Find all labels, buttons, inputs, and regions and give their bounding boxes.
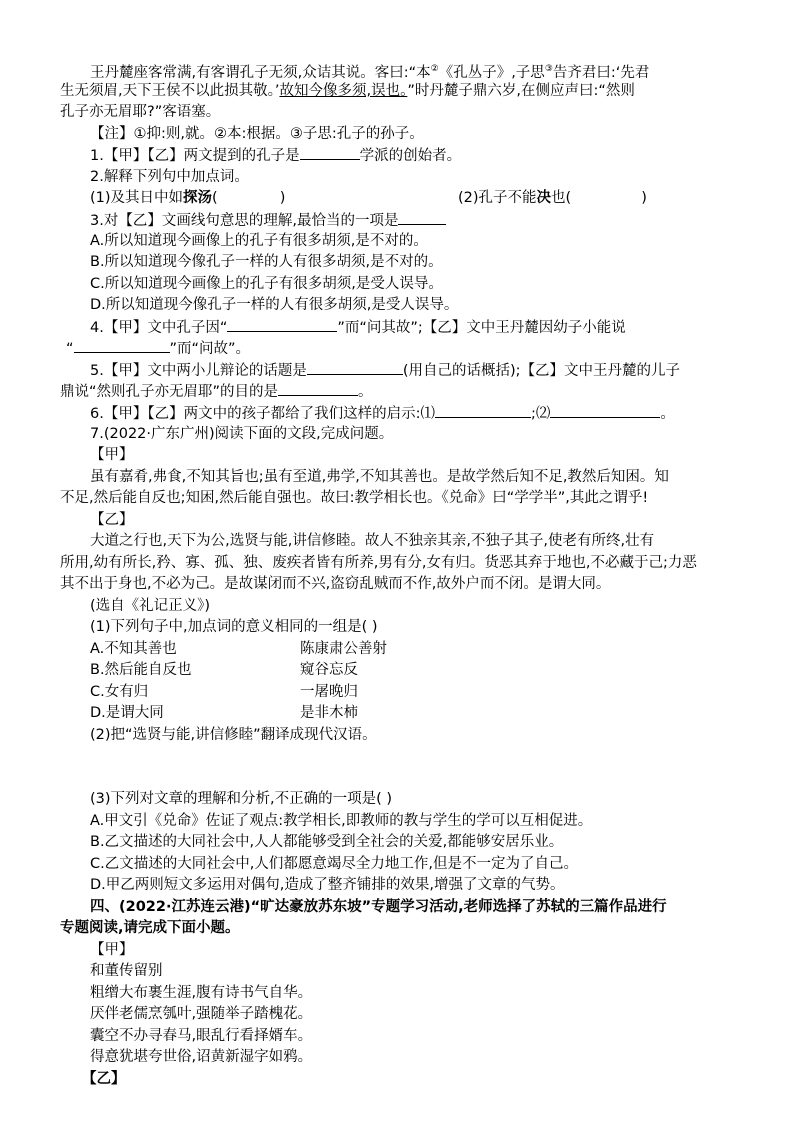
q7-1-option-a-right: 陈康肃公善射 — [300, 641, 387, 657]
q7-1-option-b: B.然后能自反也 — [90, 662, 192, 678]
question-3-option-b: B.所以知道现今像孔子一样的人有很多胡须,是不对的。 — [90, 254, 443, 270]
question-4-cont: “ ”而“问故”。 — [66, 338, 250, 360]
passage-b-line-1: 王丹麓座客常满,有客谓孔子无须,众诘其说。客曰:“本②《孔丛子》,子思③告齐君曰:‘先君 — [90, 64, 650, 81]
yi-line-1: 大道之行也,天下为公,选贤与能,讲信修睦。故人不独亲其亲,不独子其子,使老有所终,壮有 — [90, 533, 655, 549]
q7-1-option-c: C.女有归 — [90, 684, 149, 700]
question-3-option-c: C.所以知道现今画像上的孔子有很多胡须,是受人误导。 — [90, 276, 443, 292]
underlined-sentence: 故知今像多须,误也。 — [279, 83, 408, 99]
question-3-option-d: D.所以知道现今像孔子一样的人有很多胡须,是受人误导。 — [90, 297, 459, 313]
question-3: 3.对【乙】文画线句意思的理解,最恰当的一项是 — [90, 210, 446, 232]
question-7-3: (3)下列对文章的理解和分析,不正确的一项是( ) — [90, 791, 393, 807]
question-3-option-a: A.所以知道现今画像上的孔子有很多胡须,是不对的。 — [90, 233, 428, 249]
jia-line-1: 虽有嘉肴,弗食,不知其旨也;虽有至道,弗学,不知其善也。是故学然后知不足,教然后知困。知 — [90, 469, 669, 485]
q7-3-option-c: C.乙文描述的大同社会中,人们都愿意竭尽全力地工作,但是不一定为了自己。 — [90, 856, 578, 872]
yi-line-2: 所用,幼有所长,矜、寡、孤、独、废疾者皆有所养,男有分,女有归。货恶其弃于地也,不必藏于己;力恶 — [60, 555, 697, 571]
note: 【注】①抑:则,就。②本:根据。③子思:孔子的孙子。 — [90, 126, 424, 142]
poem-line-1: 粗缯大布裹生涯,腹有诗书气自华。 — [90, 985, 313, 1001]
question-5: 5.【甲】文中两小儿辩论的话题是 (用自己的话概括);【乙】文中王丹麓的儿子 — [90, 360, 680, 382]
q7-1-option-d-right: 是非木柿 — [300, 705, 358, 721]
q7-3-option-b: B.乙文描述的大同社会中,人人都能够受到全社会的关爱,都能够安居乐业。 — [90, 834, 564, 850]
jia-line-2: 不足,然后能自反也;知困,然后能自强也。故曰:教学相长也。《兑命》曰“学学半”,其此之谓乎! — [60, 490, 649, 506]
q7-1-option-d: D.是谓大同 — [90, 705, 164, 721]
poem-line-3: 囊空不办寻春马,眼乱行看择婿车。 — [90, 1028, 313, 1044]
section-4-heading: 四、(2022·江苏连云港)“旷达豪放苏东坡”专题学习活动,老师选择了苏轼的三篇作品进行 — [90, 899, 667, 915]
poem-label-jia: 【甲】 — [90, 942, 134, 958]
q7-3-option-a: A.甲文引《兑命》佐证了观点:教学相长,即教师的教与学生的学可以互相促进。 — [90, 813, 593, 829]
question-2: 2.解释下列句中加点词。 — [90, 169, 249, 185]
question-7-2: (2)把“选贤与能,讲信修睦”翻译成现代汉语。 — [90, 727, 377, 743]
q7-3-option-d: D.甲乙两则短文多运用对偶句,造成了整齐铺排的效果,增强了文章的气势。 — [90, 877, 565, 893]
poem-line-4: 得意犹堪夸世俗,诏黄新湿字如鸦。 — [90, 1049, 313, 1065]
question-2-2: (2)孔子不能决也( ) — [458, 190, 647, 206]
poem-line-2: 厌伴老儒烹瓠叶,强随举子踏槐花。 — [90, 1006, 313, 1022]
poem-label-yi: 【乙】 — [82, 1071, 126, 1087]
q7-1-option-a: A.不知其善也 — [90, 641, 177, 657]
question-7: 7.(2022·广东广州)阅读下面的文段,完成问题。 — [90, 426, 394, 442]
label-yi: 【乙】 — [90, 512, 134, 528]
poem-title: 和董传留别 — [90, 963, 163, 979]
question-1: 1.【甲】【乙】两文提到的孔子是 学派的创始者。 — [90, 145, 461, 167]
question-2-1: (1)及其日中如探汤( ) — [90, 190, 286, 206]
section-4-heading-cont: 专题阅读,请完成下面小题。 — [60, 920, 240, 936]
question-7-1: (1)下列句子中,加点词的意义相同的一组是( ) — [90, 619, 378, 635]
question-5-cont: 鼎说“然则孔子亦无眉耶”的目的是 。 — [60, 381, 373, 403]
question-6: 6.【甲】【乙】两文中的孩子都给了我们这样的启示:⑴ ;⑵ 。 — [90, 403, 675, 425]
passage-b-line-2: 生无须眉,天下王侯不以此损其敬。’故知今像多须,误也。”时丹麓子鼎六岁,在侧应声曰:“然则 — [60, 83, 635, 99]
q7-1-option-c-right: 一屠晚归 — [300, 684, 358, 700]
yi-source: (选自《礼记正义》) — [90, 598, 211, 614]
label-jia: 【甲】 — [90, 447, 134, 463]
yi-line-3: 其不出于身也,不必为己。是故谋闭而不兴,盗窃乱贼而不作,故外户而不闭。是谓大同。 — [60, 576, 611, 592]
q7-1-option-b-right: 窥谷忘反 — [300, 662, 358, 678]
passage-b-line-3: 孔子亦无眉耶?”客语塞。 — [60, 104, 221, 120]
question-4: 4.【甲】文中孔子因“ ”而“问其故”;【乙】文中王丹麓因幼子小能说 — [90, 317, 626, 339]
